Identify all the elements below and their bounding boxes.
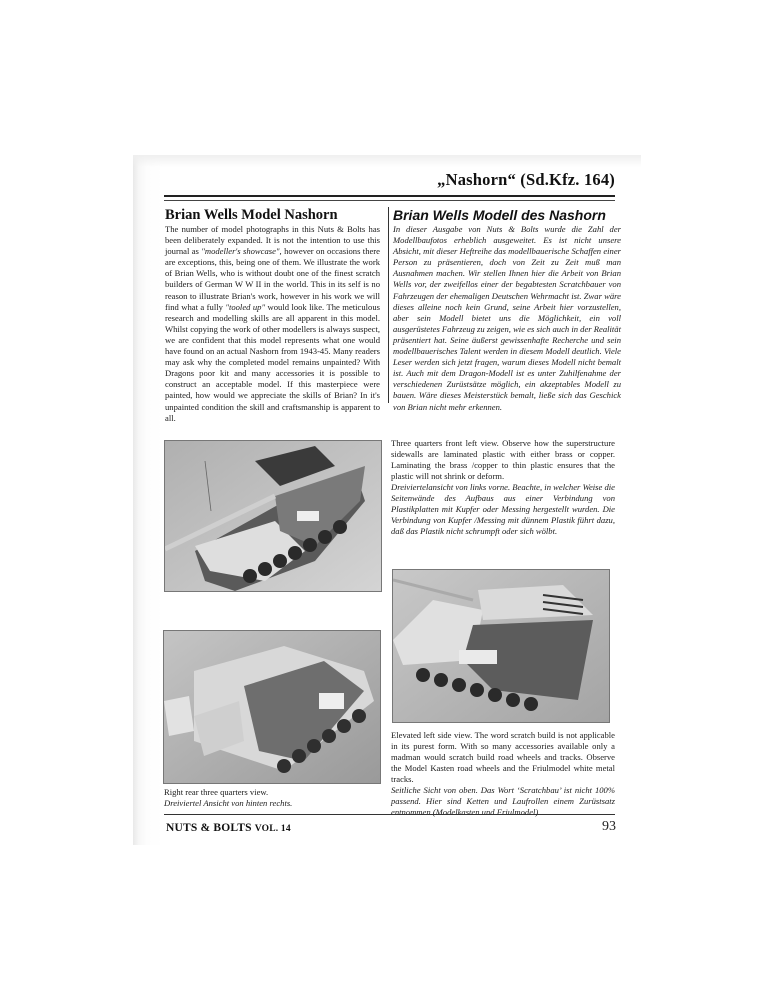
tank-model-photo [393, 570, 609, 722]
tank-model-photo [165, 441, 381, 591]
caption-en: Three quarters front left view. Observe how the superstructure sidewalls are laminated plastic with either brass or copper. Laminating the brass /copper to thin plastic ensures that the plastic will not shrink or deform. [391, 438, 615, 481]
article-body-de: In dieser Ausgabe von Nuts & Bolts wurde die Zahl der Modellbaufotos erheblich ausgeweitet. Es ist nicht unsere Absicht, mit dieser Heftreihe das modellbauerische Schaffen einer Person zu präsentieren, doch von Zeit zu Zeit muß man Ausnahmen machen. Wir stellen Ihnen hier die Arbeit von Brian Wells vor, der zweifellos einer der begabtesten Scratchbauer von Fahrzeugen der ehemaligen Deutschen Wehrmacht ist. Zwar wäre dieses alleine noch kein Grund, seine Arbeit hier vorzustellen, aber sein Modell bietet uns die Möglichkeit, ein voll ausgerüstetes Fahrzeug zu zeigen, wie es sich auch in der Realität präsentiert hat. Seine äußerst gewissenhafte Recherche und sein modellbauerisches Talent werden in diesem Modell deutlich. Viele Leser werden sich jetzt fragen, warum dieses Modell nicht bemalt ist. Auch mit dem Dragon-Modell ist es unter Zuhilfenahme der verschiedenen Zurüstsätze möglich, ein akzeptables Modell zu bauen. Wäre dieses Meisterstück bemalt, ließe sich das Geschick von Brian nicht mehr erkennen. [393, 224, 621, 412]
caption-en: Elevated left side view. The word scratch build is not applicable in its purest form. With so many accessories available only a madman would scratch build road wheels and tracks. Observe the Model Kasten road wheels and the Friulmodel white metal tracks. [391, 730, 615, 784]
photo-front-left-view [164, 440, 382, 592]
footer-rule [164, 814, 615, 815]
photo-caption-front-left [391, 438, 615, 537]
page-header-title: „Nashorn“ (Sd.Kfz. 164) [437, 170, 615, 189]
body-text: , however on occasions there are exceptions, this, being one of them. We illustrate the work of Brian Wells, who is without doubt one of the finest scratch builders of German W W II in the world. This in its self is no reason to illustrate Brian's work, however in his work we will find what a fully [165, 246, 380, 312]
body-text: would look like. The meticulous research and modelling skills are all apparent in this model. Whilst copying the work of other modellers is always suspect, we are confident that this model represents what one would have found on an actual Nashorn from 1943-45. Many readers may ask why the completed model remains unpainted? With Dragons poor kit and many accessories it is possible to construct an acceptable model. If this masterpiece were painted, how would we appreciate the skills of Brian? In it's unpainted condition the skill and craftsmanship is apparent to all. [165, 301, 380, 423]
article-heading-en: Brian Wells Model Nashorn [165, 207, 338, 223]
caption-de: Dreiviertelansicht von links vorne. Beachte, in welcher Weise die Seitenwände des Aufbaus aus einer Verbindung von Plastikplatten mit Kupfer oder Messing hergestellt wurden. Die Verbindung von Kupfer /Messing mit dünnem Plastik führt dazu, daß das Plastik nicht schrumpft oder sich wölbt. [391, 482, 615, 536]
body-text: The number of model photographs in this Nuts & Bolts has been deliberately expanded. It is not the intention to use this journal as [165, 224, 380, 257]
caption-de: Seitliche Sicht von oben. Das Wort ‘Scratchbau’ ist nicht 100% passend. Hier sind Ketten und Laufrollen einem Zurüstsatz entnommen (Modelkasten und Friulmodel). [391, 785, 615, 817]
caption-de: Dreiviertel Ansicht von hinten rechts. [164, 798, 293, 808]
photo-right-rear-view [163, 630, 381, 784]
article-body-en [165, 224, 380, 424]
photo-elevated-left-side-view [392, 569, 610, 723]
volume-label: VOL. 14 [254, 824, 291, 834]
article-german [388, 207, 621, 412]
body-emphasis: "modeller's showcase" [201, 246, 280, 257]
page-shadow [133, 155, 641, 167]
page-number: 93 [602, 819, 616, 834]
caption-en: Right rear three quarters view. [164, 787, 269, 797]
article-heading-de: Brian Wells Modell des Nashorn [393, 207, 606, 223]
tank-model-photo [164, 631, 380, 783]
photo-caption-right-rear [164, 787, 344, 809]
publication-title: NUTS & BOLTS [166, 822, 255, 834]
photo-caption-elevated-left [391, 730, 615, 818]
header-rule [164, 195, 615, 201]
publication-name [166, 822, 291, 834]
magazine-page [133, 155, 641, 845]
body-emphasis: "tooled up" [225, 301, 266, 312]
article-english [165, 207, 380, 424]
